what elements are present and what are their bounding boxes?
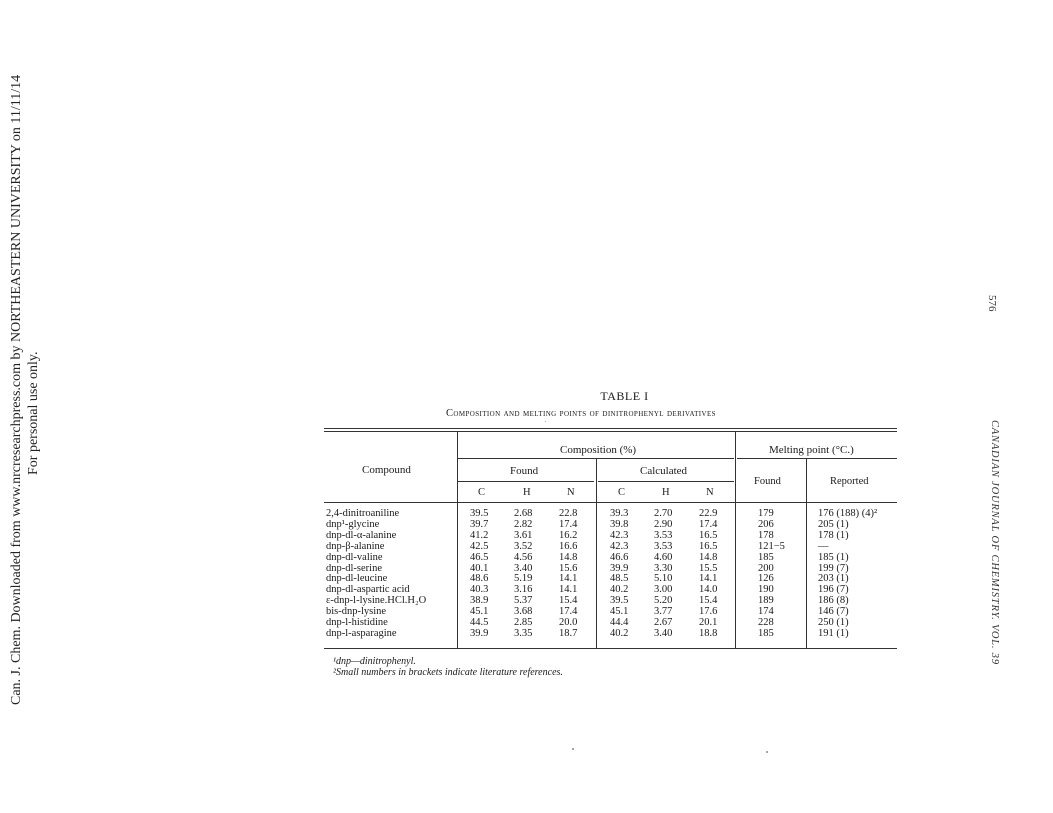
footnote-1: ¹dnp—dinitrophenyl. <box>333 656 416 667</box>
col-divider-3 <box>735 432 736 648</box>
column-found-n: 22.8 17.4 16.2 16.6 14.8 15.6 14.1 14.1 15.4 17.4 20.0 18.7 <box>559 508 578 639</box>
column-calc-c: 39.3 39.8 42.3 42.3 46.6 39.9 48.5 40.2 39.5 45.1 44.4 40.2 <box>610 508 629 639</box>
column-mp-reported: 176 (188) (4)² 205 (1) 178 (1) — 185 (1) 199 (7) 203 (1) 196 (7) 186 (8) 146 (7) 250 (1) 191 (1) <box>818 508 878 639</box>
header-calc-c: C <box>618 487 626 498</box>
header-composition: Composition (%) <box>560 444 637 456</box>
melting-rule <box>737 458 897 459</box>
col-divider-2 <box>596 459 597 648</box>
calculated-rule <box>598 481 734 482</box>
scan-speck <box>545 421 546 422</box>
col-divider-4 <box>806 459 807 648</box>
column-mp-found: 179 206 178 121−5 185 200 126 190 189 174 228 185 <box>758 508 785 639</box>
table-caption: Composition and melting points of dinitrophenyl derivatives <box>446 408 716 419</box>
table-title: TABLE I <box>600 389 649 403</box>
header-bottom-rule <box>324 502 897 503</box>
header-found-c: C <box>478 487 486 498</box>
footnote-2: ²Small numbers in brackets indicate literature references. <box>333 667 563 678</box>
running-head: CANADIAN JOURNAL OF CHEMISTRY. VOL. 39 <box>989 420 1000 665</box>
header-melting: Melting point (°C.) <box>769 444 854 456</box>
header-compound: Compound <box>362 464 411 476</box>
table-top-rule <box>324 428 897 429</box>
found-rule <box>458 481 594 482</box>
header-mp-found: Found <box>754 476 781 487</box>
column-compounds: 2,4-dinitroaniline dnp¹-glycine dnp-dl-α-alanine dnp-β-alanine dnp-dl-valine dnp-dl-serine dnp-dl-leucine dnp-dl-aspartic acid ε-dnp-l-lysine.HCl.H₂O bis-dnp-lysine dnp-l-histidine dnp-l-asparagine <box>326 508 427 639</box>
column-found-h: 2.68 2.82 3.61 3.52 4.56 3.40 5.19 3.16 5.37 3.68 2.85 3.35 <box>514 508 533 639</box>
header-calculated: Calculated <box>640 465 688 477</box>
download-stamp-line2: For personal use only. <box>26 351 41 475</box>
page-number: 576 <box>986 295 998 312</box>
column-found-c: 39.5 39.7 41.2 42.5 46.5 40.1 48.6 40.3 38.9 45.1 44.5 39.9 <box>470 508 489 639</box>
header-found-n: N <box>567 487 575 498</box>
scan-speck <box>766 751 768 753</box>
header-found: Found <box>510 465 539 477</box>
header-calc-h: H <box>662 487 670 498</box>
footnotes <box>333 656 563 678</box>
header-calc-n: N <box>706 487 714 498</box>
table-top-rule-2 <box>324 431 897 432</box>
col-divider-1 <box>457 432 458 648</box>
header-mp-reported: Reported <box>830 476 869 487</box>
column-calc-h: 2.70 2.90 3.53 3.53 4.60 3.30 5.10 3.00 5.20 3.77 2.67 3.40 <box>654 508 673 639</box>
table-bottom-rule <box>324 648 897 649</box>
scan-speck <box>572 748 574 750</box>
download-stamp-line1: Can. J. Chem. Downloaded from www.nrcresearchpress.com by NORTHEASTERN UNIVERSITY on 11/11/14 <box>9 74 24 705</box>
column-calc-n: 22.9 17.4 16.5 16.5 14.8 15.5 14.1 14.0 15.4 17.6 20.1 18.8 <box>699 508 718 639</box>
header-found-h: H <box>523 487 531 498</box>
